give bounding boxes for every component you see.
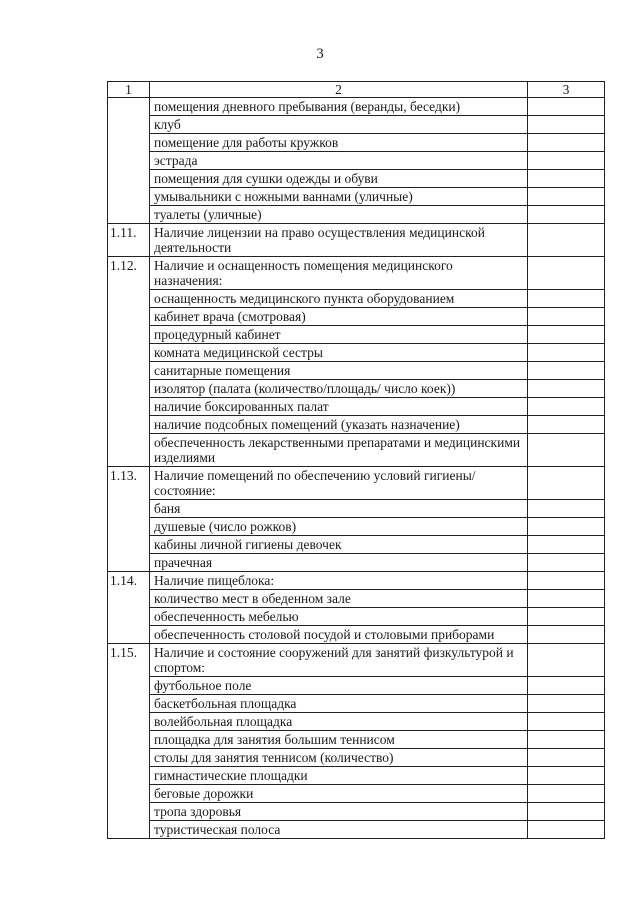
table-row <box>108 206 605 224</box>
row-value-cell[interactable] <box>528 677 605 695</box>
row-value-cell[interactable] <box>528 308 605 326</box>
table-row <box>108 98 605 116</box>
row-text-cell: наличие подсобных помещений (указать назначение) <box>150 416 528 434</box>
row-text-cell: помещения дневного пребывания (веранды, беседки) <box>150 98 528 116</box>
table-row <box>108 434 605 467</box>
table-row <box>108 644 605 677</box>
row-number-cell <box>108 188 150 206</box>
table-row <box>108 416 605 434</box>
row-value-cell[interactable] <box>528 554 605 572</box>
row-value-cell[interactable] <box>528 224 605 257</box>
row-value-cell[interactable] <box>528 500 605 518</box>
table-row <box>108 344 605 362</box>
row-value-cell[interactable] <box>528 152 605 170</box>
row-number-cell <box>108 608 150 626</box>
row-text-cell: площадка для занятия большим теннисом <box>150 731 528 749</box>
table-row <box>108 554 605 572</box>
table-row <box>108 767 605 785</box>
row-text-cell: Наличие пищеблока: <box>150 572 528 590</box>
row-value-cell[interactable] <box>528 344 605 362</box>
row-text-cell: обеспеченность лекарственными препаратами и медицинскими изделиями <box>150 434 528 467</box>
row-text-cell: изолятор (палата (количество/площадь/ число коек)) <box>150 380 528 398</box>
row-number-cell <box>108 803 150 821</box>
row-text-cell: футбольное поле <box>150 677 528 695</box>
row-number-cell <box>108 590 150 608</box>
row-number-cell <box>108 554 150 572</box>
table-row <box>108 731 605 749</box>
row-text-cell: баня <box>150 500 528 518</box>
row-value-cell[interactable] <box>528 290 605 308</box>
table-row <box>108 224 605 257</box>
row-number-cell <box>108 134 150 152</box>
table-row <box>108 398 605 416</box>
row-text-cell: душевые (число рожков) <box>150 518 528 536</box>
row-value-cell[interactable] <box>528 467 605 500</box>
row-number-cell <box>108 344 150 362</box>
table-row <box>108 803 605 821</box>
header-col-1: 1 <box>108 82 150 98</box>
row-number-cell <box>108 206 150 224</box>
row-number-cell <box>108 380 150 398</box>
table-row <box>108 536 605 554</box>
row-number-cell <box>108 500 150 518</box>
row-value-cell[interactable] <box>528 518 605 536</box>
row-number-cell <box>108 695 150 713</box>
row-value-cell[interactable] <box>528 134 605 152</box>
row-value-cell[interactable] <box>528 590 605 608</box>
page-number: 3 <box>316 46 324 62</box>
row-value-cell[interactable] <box>528 749 605 767</box>
row-text-cell: Наличие и состояние сооружений для занятий физкультурой и спортом: <box>150 644 528 677</box>
row-number-cell <box>108 677 150 695</box>
row-value-cell[interactable] <box>528 785 605 803</box>
row-text-cell: беговые дорожки <box>150 785 528 803</box>
row-number-cell <box>108 116 150 134</box>
row-text-cell: Наличие лицензии на право осуществления медицинской деятельности <box>150 224 528 257</box>
row-value-cell[interactable] <box>528 362 605 380</box>
table-header-row <box>108 82 605 98</box>
row-number-cell <box>108 308 150 326</box>
row-value-cell[interactable] <box>528 116 605 134</box>
row-value-cell[interactable] <box>528 170 605 188</box>
table-row <box>108 785 605 803</box>
row-value-cell[interactable] <box>528 257 605 290</box>
row-number-cell <box>108 731 150 749</box>
row-value-cell[interactable] <box>528 416 605 434</box>
row-number-cell <box>108 821 150 839</box>
table-row <box>108 326 605 344</box>
row-text-cell: обеспеченность мебелью <box>150 608 528 626</box>
row-text-cell: комната медицинской сестры <box>150 344 528 362</box>
row-text-cell: Наличие и оснащенность помещения медицинского назначения: <box>150 257 528 290</box>
row-text-cell: процедурный кабинет <box>150 326 528 344</box>
row-value-cell[interactable] <box>528 644 605 677</box>
table-row <box>108 749 605 767</box>
row-text-cell: туристическая полоса <box>150 821 528 839</box>
table-row <box>108 257 605 290</box>
table-row <box>108 500 605 518</box>
row-number-cell <box>108 434 150 467</box>
row-number-cell <box>108 398 150 416</box>
row-number-cell <box>108 767 150 785</box>
row-text-cell: Наличие помещений по обеспечению условий гигиены/ состояние: <box>150 467 528 500</box>
row-value-cell[interactable] <box>528 803 605 821</box>
row-text-cell: количество мест в обеденном зале <box>150 590 528 608</box>
row-number-cell: 1.15. <box>108 644 150 677</box>
table-row <box>108 134 605 152</box>
row-number-cell <box>108 626 150 644</box>
row-number-cell: 1.11. <box>108 224 150 257</box>
row-number-cell <box>108 326 150 344</box>
row-text-cell: клуб <box>150 116 528 134</box>
table-row <box>108 626 605 644</box>
row-value-cell[interactable] <box>528 713 605 731</box>
header-col-2: 2 <box>150 82 528 98</box>
row-number-cell <box>108 713 150 731</box>
row-text-cell: баскетбольная площадка <box>150 695 528 713</box>
row-text-cell: наличие боксированных палат <box>150 398 528 416</box>
table-row <box>108 380 605 398</box>
row-value-cell[interactable] <box>528 398 605 416</box>
table-row <box>108 170 605 188</box>
row-value-cell[interactable] <box>528 98 605 116</box>
table-row <box>108 308 605 326</box>
row-number-cell: 1.12. <box>108 257 150 290</box>
header-col-3: 3 <box>528 82 605 98</box>
row-number-cell: 1.14. <box>108 572 150 590</box>
table-row <box>108 290 605 308</box>
row-text-cell: обеспеченность столовой посудой и столовыми приборами <box>150 626 528 644</box>
row-value-cell[interactable] <box>528 608 605 626</box>
row-value-cell[interactable] <box>528 626 605 644</box>
table-row <box>108 467 605 500</box>
row-value-cell[interactable] <box>528 380 605 398</box>
row-value-cell[interactable] <box>528 695 605 713</box>
row-number-cell <box>108 749 150 767</box>
inspection-table <box>107 81 605 839</box>
row-text-cell: санитарные помещения <box>150 362 528 380</box>
table-row <box>108 362 605 380</box>
row-text-cell: кабинет врача (смотровая) <box>150 308 528 326</box>
row-number-cell <box>108 98 150 116</box>
row-value-cell[interactable] <box>528 767 605 785</box>
row-number-cell <box>108 518 150 536</box>
row-text-cell: помещение для работы кружков <box>150 134 528 152</box>
row-value-cell[interactable] <box>528 536 605 554</box>
table-row <box>108 572 605 590</box>
row-number-cell <box>108 170 150 188</box>
table-row <box>108 518 605 536</box>
row-value-cell[interactable] <box>528 821 605 839</box>
row-text-cell: эстрада <box>150 152 528 170</box>
row-text-cell: гимнастические площадки <box>150 767 528 785</box>
table-row <box>108 677 605 695</box>
row-value-cell[interactable] <box>528 572 605 590</box>
table-row <box>108 608 605 626</box>
table-row <box>108 152 605 170</box>
row-value-cell[interactable] <box>528 188 605 206</box>
row-text-cell: прачечная <box>150 554 528 572</box>
row-number-cell <box>108 152 150 170</box>
row-number-cell <box>108 536 150 554</box>
row-text-cell: волейбольная площадка <box>150 713 528 731</box>
table-row <box>108 188 605 206</box>
row-number-cell <box>108 362 150 380</box>
row-value-cell[interactable] <box>528 434 605 467</box>
row-value-cell[interactable] <box>528 326 605 344</box>
row-text-cell: оснащенность медицинского пункта оборудованием <box>150 290 528 308</box>
table-row <box>108 116 605 134</box>
table-row <box>108 713 605 731</box>
table-row <box>108 821 605 839</box>
row-text-cell: умывальники с ножными ваннами (уличные) <box>150 188 528 206</box>
row-text-cell: столы для занятия теннисом (количество) <box>150 749 528 767</box>
row-text-cell: туалеты (уличные) <box>150 206 528 224</box>
row-number-cell: 1.13. <box>108 467 150 500</box>
row-text-cell: помещения для сушки одежды и обуви <box>150 170 528 188</box>
row-text-cell: кабины личной гигиены девочек <box>150 536 528 554</box>
row-number-cell <box>108 416 150 434</box>
row-value-cell[interactable] <box>528 731 605 749</box>
row-text-cell: тропа здоровья <box>150 803 528 821</box>
table-row <box>108 590 605 608</box>
row-value-cell[interactable] <box>528 206 605 224</box>
row-number-cell <box>108 290 150 308</box>
table-row <box>108 695 605 713</box>
row-number-cell <box>108 785 150 803</box>
